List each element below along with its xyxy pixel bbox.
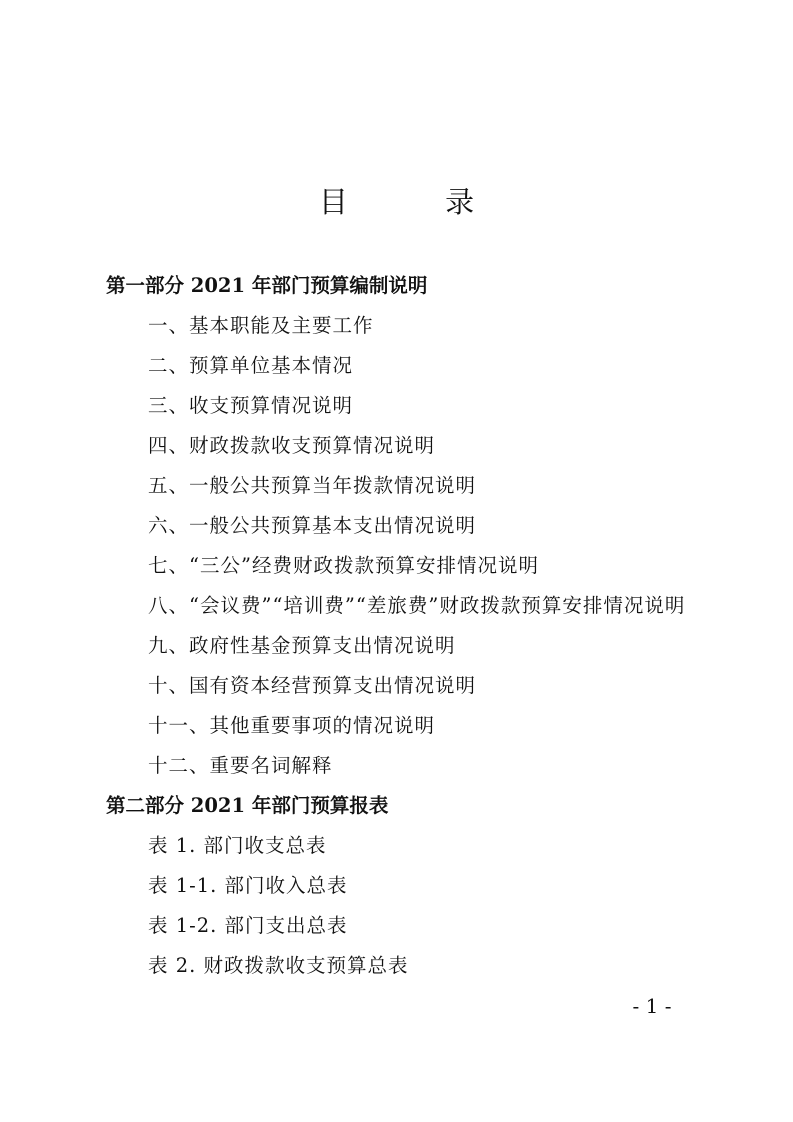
toc-item[interactable]: 表 2. 财政拨款收支预算总表 [148, 954, 409, 977]
toc-item[interactable]: 七、“三公”经费财政拨款预算安排情况说明 [148, 554, 539, 577]
page-number: - 1 - [632, 994, 672, 1018]
toc-part-heading[interactable]: 第一部分 2021 年部门预算编制说明 [106, 274, 428, 297]
toc-item[interactable]: 五、一般公共预算当年拨款情况说明 [148, 474, 477, 497]
toc-item[interactable]: 表 1. 部门收支总表 [148, 834, 327, 857]
toc-item[interactable]: 十二、重要名词解释 [148, 754, 333, 777]
toc-item[interactable]: 六、一般公共预算基本支出情况说明 [148, 514, 477, 537]
table-of-contents [106, 266, 746, 986]
toc-item[interactable]: 一、基本职能及主要工作 [148, 314, 374, 337]
toc-part-heading[interactable]: 第二部分 2021 年部门预算报表 [106, 794, 389, 817]
toc-item[interactable]: 三、收支预算情况说明 [148, 394, 354, 417]
toc-item[interactable]: 二、预算单位基本情况 [148, 354, 354, 377]
toc-item[interactable]: 十一、其他重要事项的情况说明 [148, 714, 436, 737]
toc-item[interactable]: 九、政府性基金预算支出情况说明 [148, 634, 456, 657]
toc-item[interactable]: 表 1-2. 部门支出总表 [148, 914, 348, 937]
toc-item[interactable]: 四、财政拨款收支预算情况说明 [148, 434, 436, 457]
toc-item[interactable]: 八、“会议费”“培训费”“差旅费”财政拨款预算安排情况说明 [148, 594, 686, 617]
toc-item[interactable]: 表 1-1. 部门收入总表 [148, 874, 348, 897]
page-title: 目 录 [318, 185, 519, 219]
toc-item[interactable]: 十、国有资本经营预算支出情况说明 [148, 674, 477, 697]
